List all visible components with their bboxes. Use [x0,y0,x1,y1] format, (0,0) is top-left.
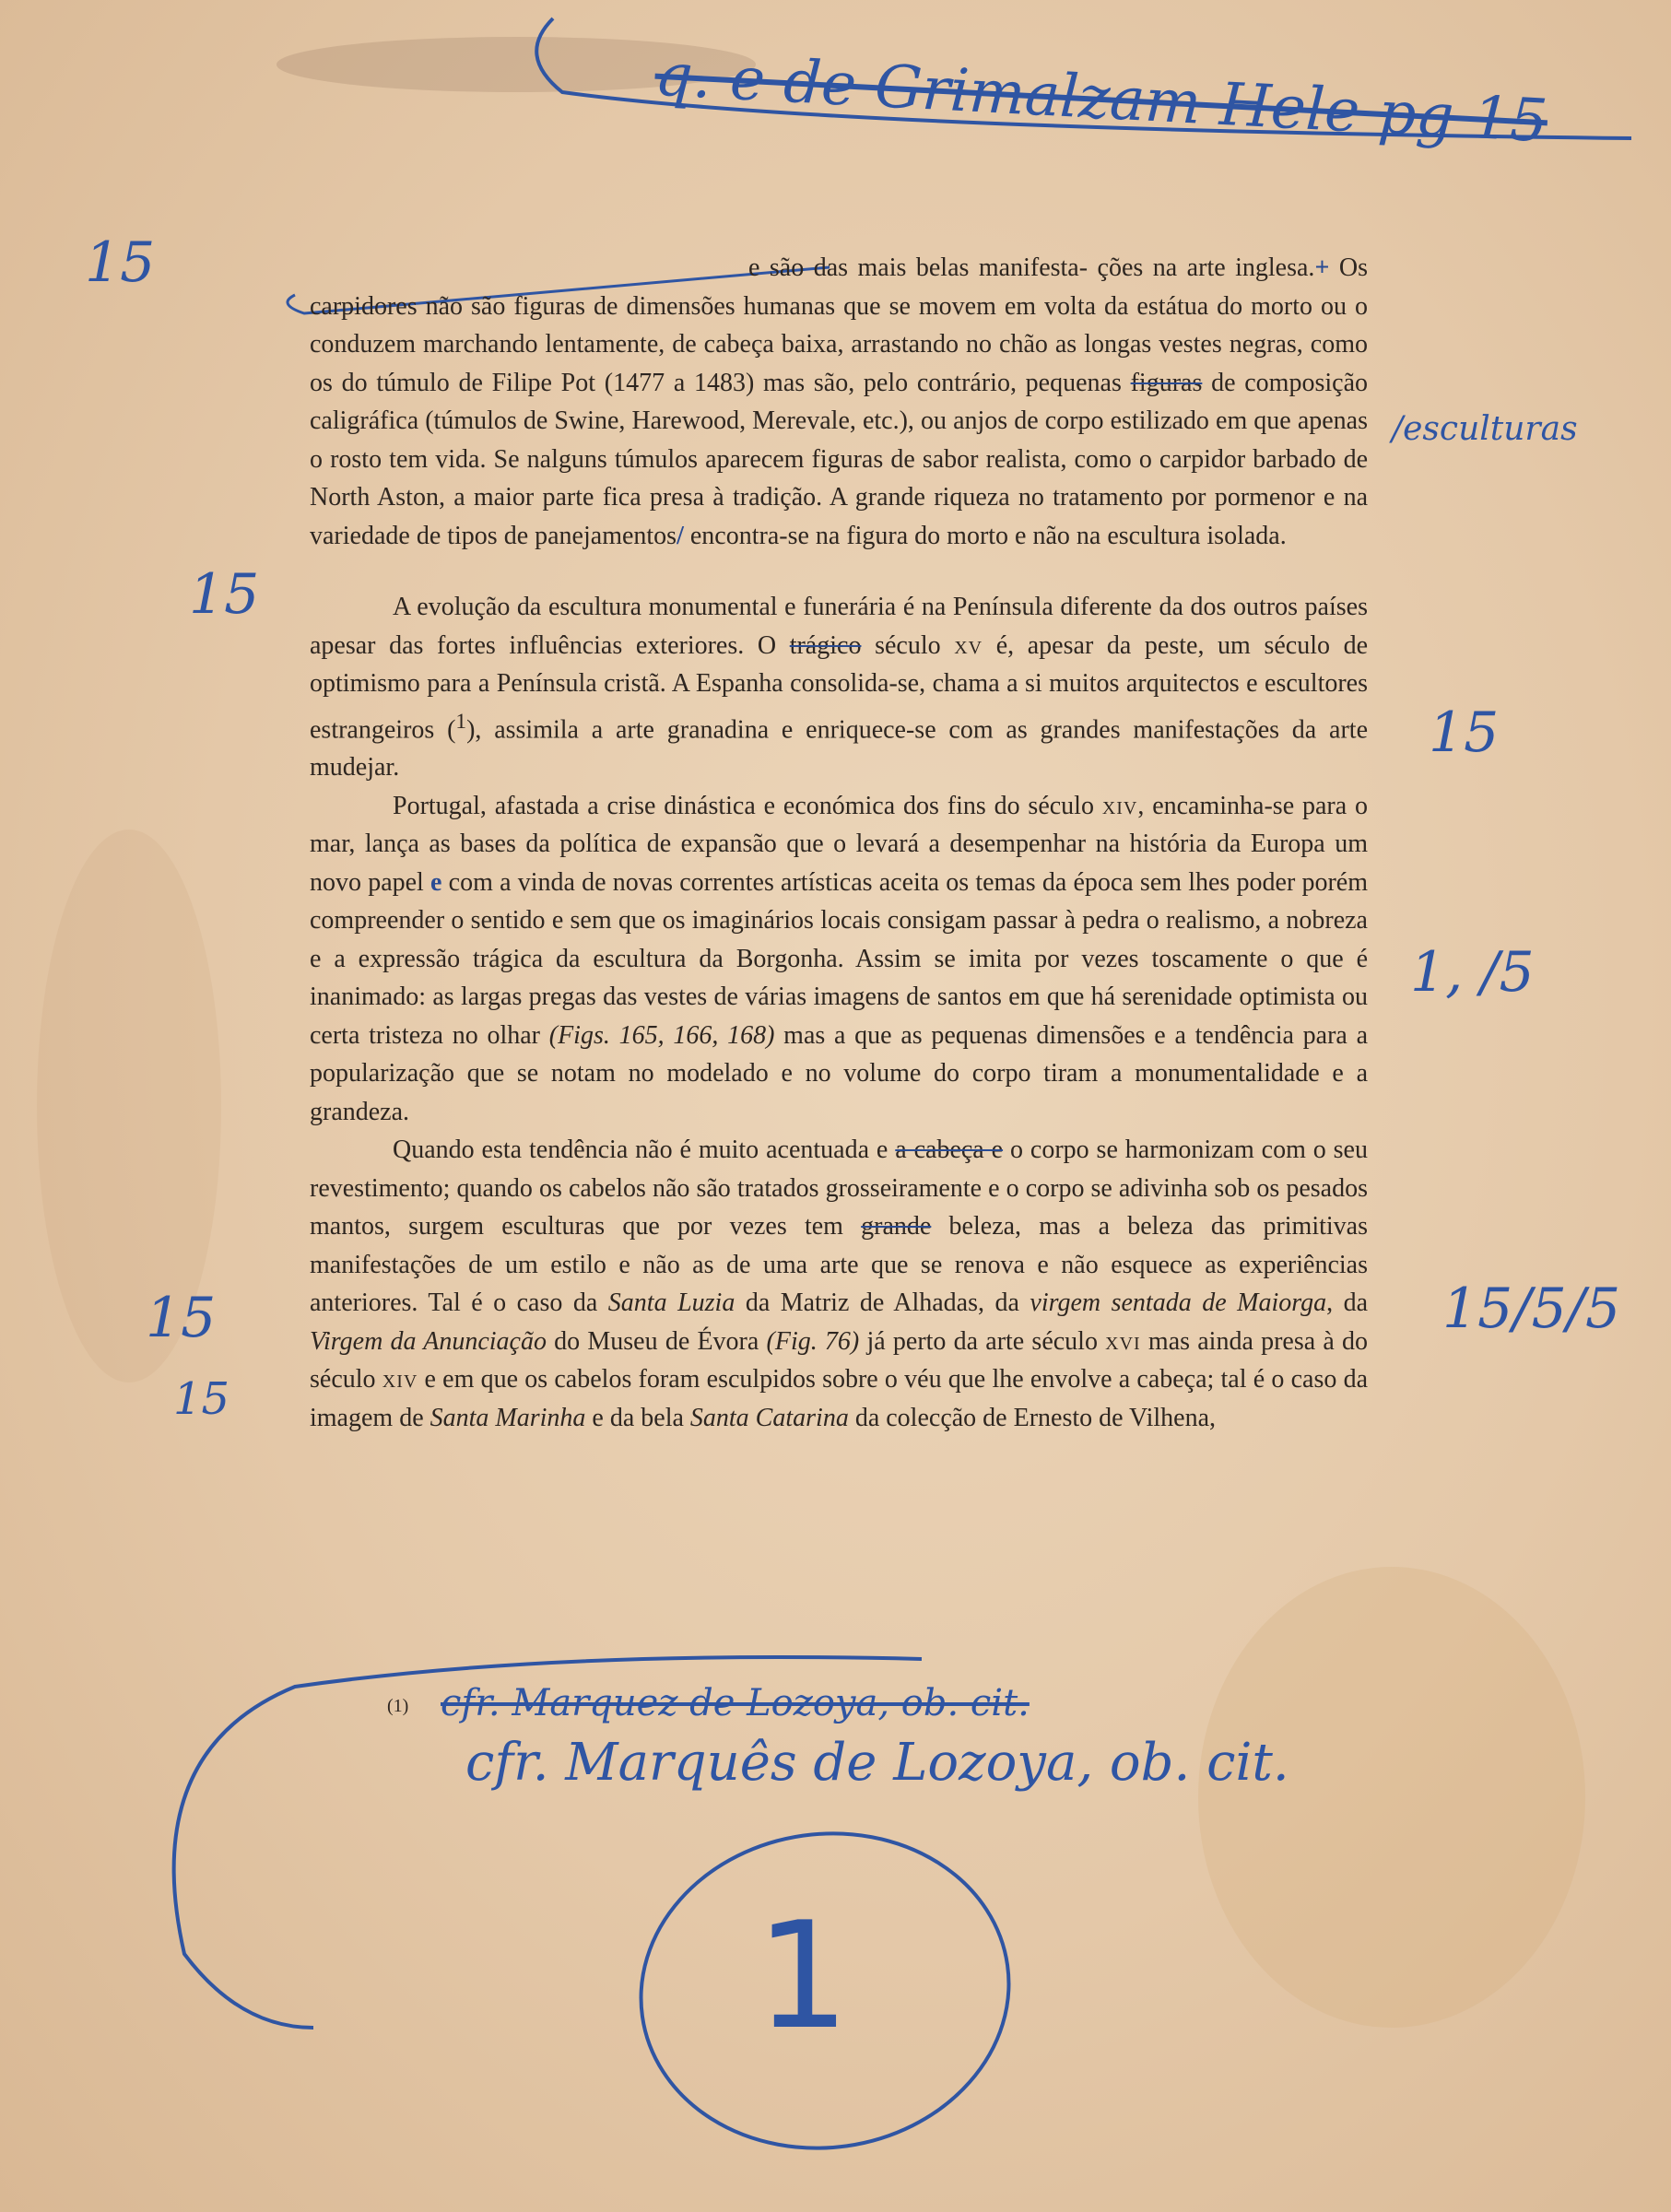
margin-correction: /esculturas [1392,410,1578,448]
paragraph: A evolução da escultura monumental e funerária é na Península diferente da dos outros países apesar das fortes influências exteriores. O trágico século xv é, apesar da peste, um século de optimismo para a Península cristã. A Espanha consolida-se, chama a si muitos arquitectos e escultores estrangeiros ($^1$), assimila a arte granadina e enriquece-se com as grandes manifestações da arte mudejar. [310,593,1369,782]
margin-note: 15 [1429,700,1500,765]
footnote-marker: (1) [387,1696,409,1716]
footnote-ref: 1 [455,709,467,734]
handwritten-footnote: cfr. Marquês de Lozoya, ob. cit. [465,1733,1289,1793]
paragraph: Quando esta tendência não é muito acentuada e a cabeça e o corpo se harmonizam com o seu revestimento; quando os cabelos não são tratados grosseiramente e o corpo se adivinha sob os pesados mantos, surgem esculturas que por vezes tem grande beleza, mas a beleza das primitivas manifestações de um estilo e não as de uma arte que se renova e não esquece as experiências anteriores. Tal é o caso da Santa Luzia da Matriz de Alhadas, da virgem sentada de Maiorga, da Virgem da Anunciação do Museu de Évora (Fig. 76) já perto da arte século xvi mas ainda presa à do século xiv e em que os cabelos foram esculpidos sobre o véu que lhe envolve a cabeça; tal é o caso da imagem de Santa Marinha e da bela Santa Catarina da colecção de Ernesto de Vilhena, [310,1135,1369,1432]
circled-page-number: 1 [756,1889,850,2062]
struck-word: grande [861,1212,932,1241]
body-text [310,249,1368,1437]
struck-word: a cabeça e [895,1135,1004,1165]
struck-handwritten-note: q. e de Grimalzam Hele pg 15 [653,41,1549,157]
struck-handwritten-footnote: cfr. Marquez de Lozoya, ob. cit. [441,1682,1030,1724]
struck-word: figuras [1130,368,1203,397]
margin-note: 15/5/5 [1442,1277,1621,1341]
struck-word: trágico [789,630,862,660]
margin-note: 1, /5 [1410,940,1535,1005]
margin-note: 15 [173,1373,230,1425]
paragraph: Portugal, afastada a crise dinástica e económica dos fins do século xiv, encaminha-se para o mar, lança as bases da política de expansão que o levará a desempenhar na história da Europa um novo papel e com a vinda de novas correntes artísticas aceita os temas da época sem lhes poder porém compreender o sentido e sem que os imaginários locais consigam passar à pedra o realismo, a nobreza e a expressão trágica da escultura da Borgonha. Assim se imita por vezes toscamente o que é inanimado: as largas pregas das vestes de várias imagens de santos em que há serenidade optimista ou certa tristeza no olhar (Figs. 165, 166, 168) mas a que as pequenas dimensões e a tendência para a popularização que se notam no modelado e no volume do corpo tiram a monumentalidade e a grandeza. [310,791,1369,1126]
margin-note: 15 [189,562,260,627]
margin-note: 15 [85,230,156,295]
paragraph: e são das mais belas manifesta- ções na arte inglesa.+ Os carpidores não são figuras de dimensões humanas que se movem em volta da estátua do morto ou o conduzem marchando lentamente, de cabeça baixa, arrastando no chão as longas vestes negras, como os do túmulo de Filipe Pot (1477 a 1483) mas são, pelo contrário, pequenas figuras de composição caligráfica (túmulos de Swine, Harewood, Merevale, etc.), ou anjos de corpo estilizado em que apenas o rosto tem vida. Se nalguns túmulos aparecem figuras de sabor realista, como o carpidor barbado de North Aston, a maior parte fica presa à tradição. A grande riqueza no tratamento por pormenor e na variedade de tipos de panejamentos/ encontra-se na figura do morto e não na escultura isolada. [310,253,1369,550]
margin-note: 15 [146,1286,217,1350]
